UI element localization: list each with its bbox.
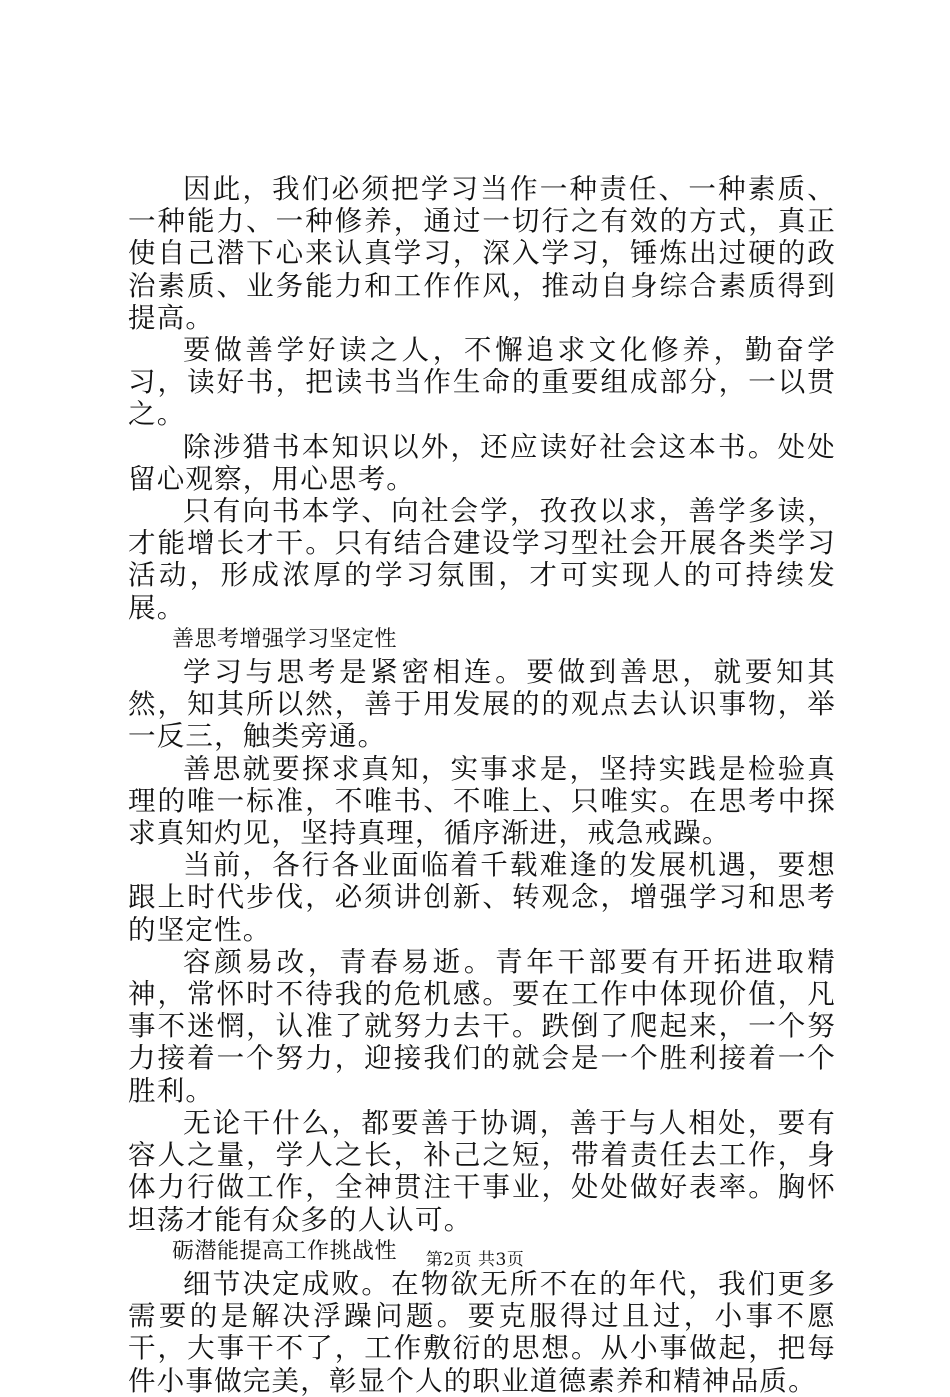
paragraph: 善思就要探求真知，实事求是，坚持实践是检验真理的唯一标准，不唯书、不唯上、只唯实。在思考中探求真知灼见，坚持真理，循序渐进，戒急戒躁。 [128, 752, 836, 850]
section-heading: 砺潜能提高工作挑战性 [172, 1238, 398, 1264]
paragraph: 除涉猎书本知识以外，还应读好社会这本书。处处留心观察，用心思考。 [128, 430, 836, 495]
paragraph: 容颜易改，青春易逝。青年干部要有开拓进取精神，常怀时不待我的危机感。要在工作中体现价值，凡事不迷惘，认准了就努力去干。跌倒了爬起来，一个努力接着一个努力，迎接我们的就会是一个胜利接着一个胜利。 [128, 945, 836, 1107]
paragraph: 因此，我们必须把学习当作一种责任、一种素质、一种能力、一种修养，通过一切行之有效的方式，真正使自己潜下心来认真学习，深入学习，锤炼出过硬的政治素质、业务能力和工作作风，推动自身综合素质得到提高。 [128, 173, 836, 334]
paragraph: 细节决定成败。在物欲无所不在的年代，我们更多需要的是解决浮躁问题。要克服得过且过，小事不愿干，大事干不了，工作敷衍的思想。从小事做起，把每件小事做完美，彰显个人的职业道德素养和精神品质。 [128, 1267, 836, 1397]
paragraph: 无论干什么，都要善于协调，善于与人相处，要有容人之量，学人之长，补己之短，带着责任去工作，身体力行做工作，全神贯注干事业，处处做好表率。胸怀坦荡才能有众多的人认可。 [128, 1106, 836, 1236]
document-body [128, 173, 836, 1397]
paragraph: 当前，各行各业面临着千载难逢的发展机遇，要想跟上时代步伐，必须讲创新、转观念，增强学习和思考的坚定性。 [128, 849, 836, 946]
paragraph: 要做善学好读之人，不懈追求文化修养，勤奋学习，读好书，把读书当作生命的重要组成部分，一以贯之。 [128, 334, 836, 431]
page-number: 第2页 共3页 [425, 1250, 525, 1270]
section-heading: 善思考增强学习坚定性 [172, 626, 398, 652]
paragraph: 只有向书本学、向社会学，孜孜以求，善学多读，才能增长才干。只有结合建设学习型社会开展各类学习活动，形成浓厚的学习氛围，才可实现人的可持续发展。 [128, 495, 836, 624]
paragraph: 学习与思考是紧密相连。要做到善思，就要知其然，知其所以然，善于用发展的的观点去认识事物，举一反三，触类旁通。 [128, 656, 836, 753]
